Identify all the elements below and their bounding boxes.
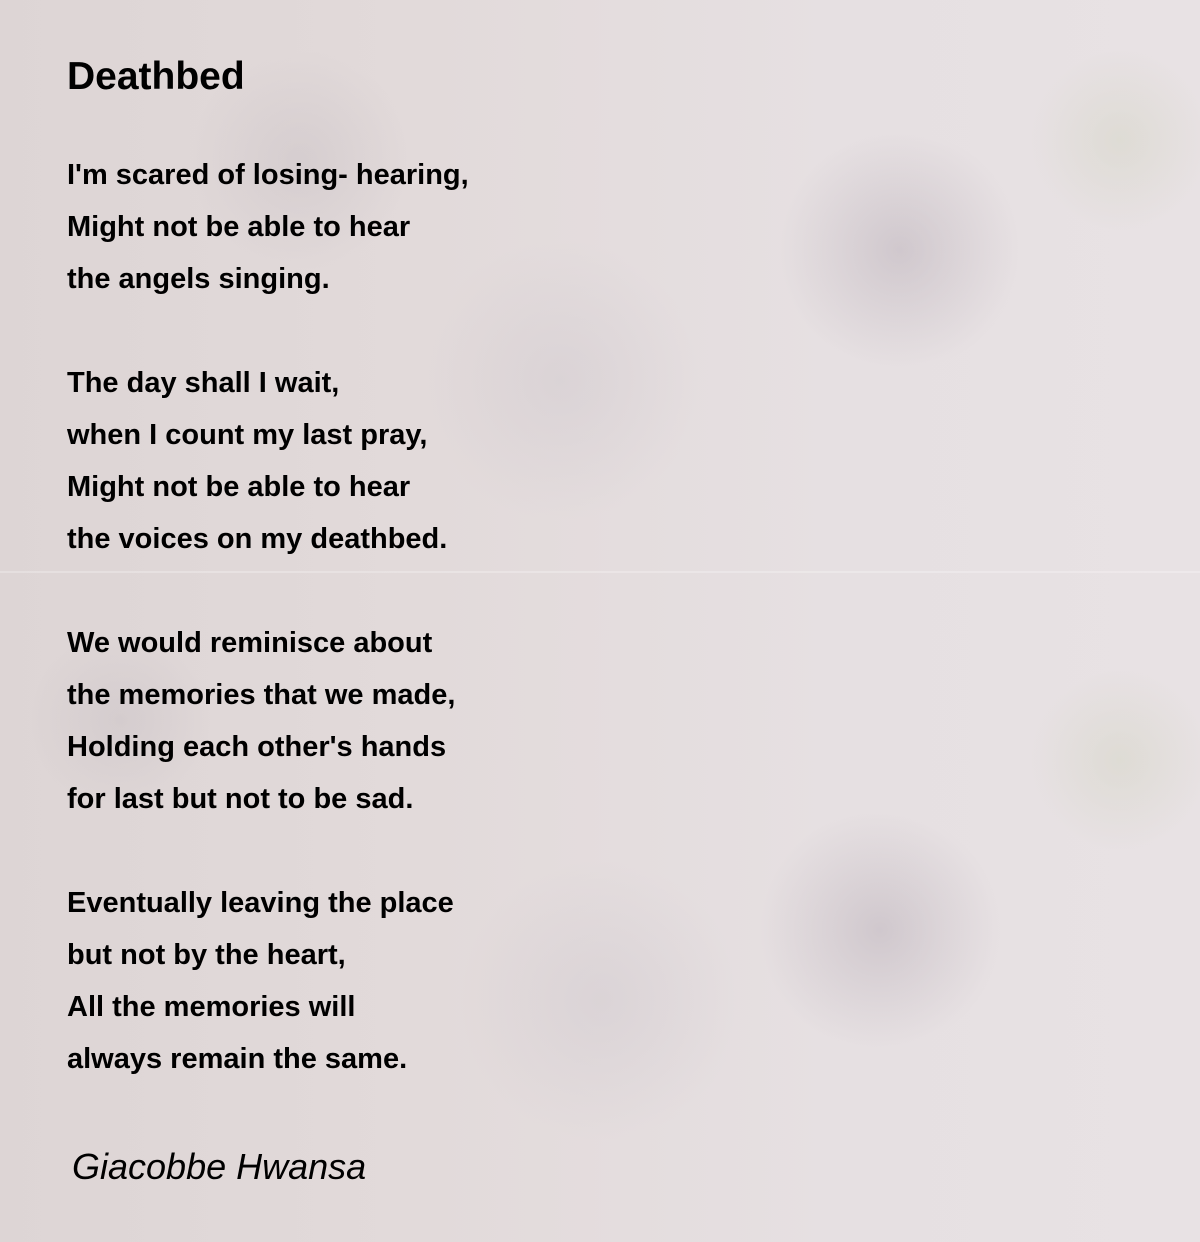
poem-line: the voices on my deathbed. bbox=[67, 523, 448, 555]
poem-line: All the memories will bbox=[67, 991, 356, 1023]
stanza-2 bbox=[67, 357, 447, 565]
poem-line: Might not be able to hear bbox=[67, 471, 411, 503]
poem-line: always remain the same. bbox=[67, 1043, 408, 1075]
stanza-3 bbox=[67, 617, 455, 825]
poem-line: Might not be able to hear bbox=[67, 211, 411, 243]
poem-line: The day shall I wait, bbox=[67, 367, 340, 399]
poem-author: Giacobbe Hwansa bbox=[72, 1146, 367, 1187]
poem-line: Eventually leaving the place bbox=[67, 887, 454, 919]
poem-line: the angels singing. bbox=[67, 263, 330, 295]
stanza-4 bbox=[67, 877, 454, 1085]
poem-line: but not by the heart, bbox=[67, 939, 346, 971]
poem-line: We would reminisce about bbox=[67, 627, 433, 659]
poem-line: when I count my last pray, bbox=[67, 419, 428, 451]
background-seam bbox=[0, 571, 1200, 573]
poem-title: Deathbed bbox=[67, 55, 245, 98]
poem-line: I'm scared of losing- hearing, bbox=[67, 159, 469, 191]
poem-line: the memories that we made, bbox=[67, 679, 456, 711]
poem-line: Holding each other's hands bbox=[67, 731, 447, 763]
poem-line: for last but not to be sad. bbox=[67, 783, 414, 815]
stanza-1 bbox=[67, 149, 469, 305]
